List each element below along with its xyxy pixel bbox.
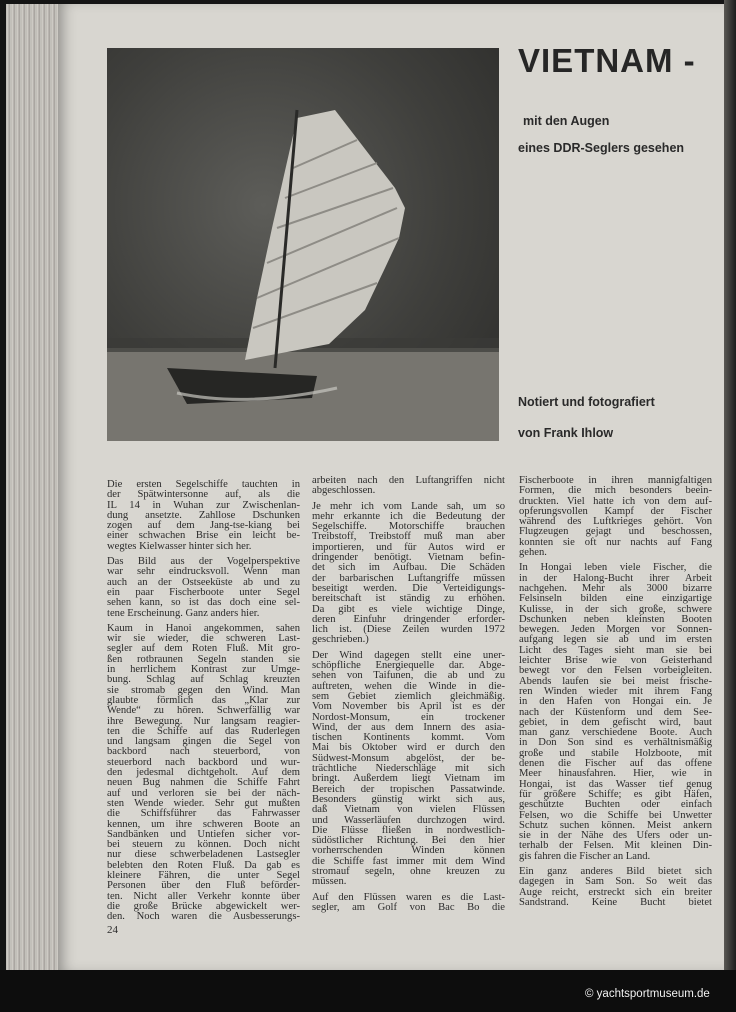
text-line: Kaum in Hanoi angekommen, sahen bbox=[107, 622, 300, 634]
text-line: Felsen, wo die Schiffe bei Unwetter bbox=[519, 809, 712, 821]
text-line: ßen rotbraunen Segeln standen sie bbox=[107, 653, 300, 665]
text-line: Abends laufen sie bei meist frische- bbox=[519, 675, 712, 687]
text-line: dagegen in Sam Son. So weit das bbox=[519, 876, 712, 888]
text-line: ren Winden wieder mit ihrem Fang bbox=[519, 685, 712, 697]
text-line: in Don Son sind es verhältnismäßig bbox=[519, 737, 712, 749]
paragraph bbox=[107, 557, 300, 619]
text-line: wir sie wieder, die schweren Last- bbox=[107, 633, 300, 645]
text-line: dringender benötigt. Vietnam befin- bbox=[312, 552, 505, 564]
text-column-3 bbox=[519, 476, 712, 913]
text-line: Personen über den Fluß beförder- bbox=[107, 880, 300, 892]
text-line: auch an der Ostseeküste ab und zu bbox=[107, 576, 300, 588]
text-line: kennen, um ihre schweren Boote an bbox=[107, 818, 300, 830]
text-line: In Hongai leben viele Fischer, die bbox=[519, 562, 712, 574]
byline-author: von Frank Ihlow bbox=[518, 426, 614, 440]
text-line: kleinere Fähren, die unter Segel bbox=[107, 869, 300, 881]
text-line: opferungsvollen Kampf der Fischer bbox=[519, 505, 712, 517]
text-line: zogen auf dem Jang-tse-kiang bei bbox=[107, 520, 300, 532]
text-line: in der Halong-Bucht ihrer Arbeit bbox=[519, 572, 712, 584]
text-line: belebten den Roten Fluß. Da gab es bbox=[107, 859, 300, 871]
text-line: den. Noch waren die Ausbesserungs- bbox=[107, 911, 300, 923]
text-line: und Wasserläufen durchzogen wird. bbox=[312, 814, 505, 826]
text-line: gebiet, in dem gefischt wird, baut bbox=[519, 716, 712, 728]
paragraph bbox=[107, 480, 300, 552]
text-column-1 bbox=[107, 480, 300, 927]
scan-edge bbox=[724, 0, 736, 970]
text-line: Treibstoff, Treibstoff muß man aber bbox=[312, 531, 505, 543]
text-line: Je mehr ich vom Lande sah, um so bbox=[312, 500, 505, 512]
text-line: Kulisse, in der sich große, schwere bbox=[519, 603, 712, 615]
text-line: sem Gebiet ziemlich gleichmäßig. bbox=[312, 690, 505, 702]
text-line: Die Flüsse fließen in nordwestlich- bbox=[312, 824, 505, 836]
text-line: war sehr eindrucksvoll. Wenn man bbox=[107, 566, 300, 578]
text-line: auf und verloren sie bei der näch- bbox=[107, 787, 300, 799]
text-line: gehen. bbox=[519, 547, 547, 559]
text-line: terhalb der Felsen. Mit kleinen Din- bbox=[519, 840, 712, 852]
text-line: in den Hafen von Hongai ein. Je bbox=[519, 696, 712, 708]
text-column-2 bbox=[312, 476, 505, 918]
text-line: Auge reicht, erstreckt sich ein breiter bbox=[519, 886, 712, 898]
text-line: die große Brücke abgewickelt wer- bbox=[107, 900, 300, 912]
text-line: müssen. bbox=[312, 876, 347, 888]
text-line: Sandstrand. Keine Bucht bietet bbox=[519, 896, 712, 908]
text-line: importieren, und für Autos wird er bbox=[312, 541, 505, 553]
text-line: Licht des Tages sieht man sie bei bbox=[519, 644, 712, 656]
text-line: sten Wende wieder. Sehr gut mußten bbox=[107, 797, 300, 809]
text-line: Vom November bis April ist es der bbox=[312, 701, 505, 713]
text-line: während des Luftkrieges gehört. Von bbox=[519, 516, 712, 528]
text-line: Bereich der tropischen Passatwinde. bbox=[312, 783, 505, 795]
text-line: Schutz suchen können. Meist ankern bbox=[519, 819, 712, 831]
text-line: einer schwachen Brise ein leicht be- bbox=[107, 530, 300, 542]
text-line: Fischerboote in ihren mannigfaltigen bbox=[519, 475, 712, 486]
text-line: in herrlichem Kontrast zur Umge- bbox=[107, 664, 300, 676]
junk-sailboat-illustration bbox=[107, 48, 499, 441]
text-line: konnten sie oft nur nachts auf Fang bbox=[519, 536, 712, 548]
text-line: Segelschiffe. Motorschiffe brauchen bbox=[312, 521, 505, 533]
text-line: leichter Brise wie von Geisterhand bbox=[519, 655, 712, 667]
text-line: glaubte förmlich das „Klar zur bbox=[107, 694, 300, 706]
text-line: abgeschlossen. bbox=[312, 485, 376, 497]
text-line: ten die Schiffe auf das Ruderlegen bbox=[107, 725, 300, 737]
text-line: Ein ganz anderes Bild bietet sich bbox=[519, 865, 712, 877]
text-line: Auf den Flüssen waren es die Last- bbox=[312, 891, 505, 903]
text-line: Dschunken neben kleinsten Booten bbox=[519, 613, 712, 625]
paragraph bbox=[519, 476, 712, 558]
watermark: © yachtsportmuseum.de bbox=[585, 988, 710, 1000]
text-line: ten. Nicht aller Verkehr konnte über bbox=[107, 890, 300, 902]
text-line: nachgehen. Mehr als 3000 bizarre bbox=[519, 582, 712, 594]
text-line: auftreten, wehen die Winde in die- bbox=[312, 680, 505, 692]
text-line: ein paar Fischerboote unter Segel bbox=[107, 586, 300, 598]
text-line: Formen, die mich besonders beein- bbox=[519, 485, 712, 497]
text-line: nur diese schwerbeladenen Lastsegler bbox=[107, 849, 300, 861]
text-line: IL 14 in Wuhan zur Zwischenlan- bbox=[107, 499, 300, 511]
subtitle-line-1: mit den Augen bbox=[523, 114, 610, 128]
text-line: denen die Fischer auf das offene bbox=[519, 758, 712, 770]
text-line: dung ansetzte. Zahllose Dschunken bbox=[107, 509, 300, 521]
text-line: man ganz verschiedene Boote. Auch bbox=[519, 727, 712, 739]
text-line: ihre Bewegung. Nur langsam reagier- bbox=[107, 715, 300, 727]
text-line: den jedesmal dichtgeholt. Auf dem bbox=[107, 767, 300, 779]
text-line: Der Wind dagegen stellt eine uner- bbox=[312, 649, 505, 661]
paragraph bbox=[519, 563, 712, 862]
text-line: bei steuern zu können. Doch nicht bbox=[107, 839, 300, 851]
text-line: vorherrschenden Winden können bbox=[312, 845, 505, 857]
text-line: bung. Schlag auf Schlag kreuzten bbox=[107, 674, 300, 686]
text-line: sehen von Taifunen, die ab und zu bbox=[312, 670, 505, 682]
text-line: bringt. Außerdem liegt Vietnam im bbox=[312, 773, 505, 785]
text-line: nach der Küstenform und dem See- bbox=[519, 706, 712, 718]
text-line: arbeiten nach den Luftangriffen nicht bbox=[312, 475, 505, 486]
text-line: Wind, der aus dem Innern des asia- bbox=[312, 721, 505, 733]
text-line: steuerbord nach backbord und wur- bbox=[107, 756, 300, 768]
text-line: Mai bis Oktober wird er durch den bbox=[312, 742, 505, 754]
text-line: lich ist. (Diese Zeilen wurden 1972 bbox=[312, 624, 505, 636]
text-line: Hongai, ist das Wasser tief genug bbox=[519, 778, 712, 790]
byline-line-1: Notiert und fotografiert bbox=[518, 395, 655, 409]
text-line: det sich im Aufbau. Die Schäden bbox=[312, 562, 505, 574]
text-line: die Schiffe fast immer mit dem Wind bbox=[312, 855, 505, 867]
text-line: Das Bild aus der Vogelperspektive bbox=[107, 556, 300, 568]
paragraph bbox=[312, 893, 505, 914]
junk-sailboat-photo bbox=[107, 48, 499, 441]
subtitle-line-2: eines DDR-Seglers gesehen bbox=[518, 141, 685, 155]
text-line: sehen kann, so ist das doch eine sel- bbox=[107, 597, 300, 609]
text-line: daß Vietnam von vielen Flüssen bbox=[312, 804, 505, 816]
text-line: neuen Bug nahmen die Schiffe Fahrt bbox=[107, 777, 300, 789]
text-line: die Schiffsführer das Fahrwasser bbox=[107, 808, 300, 820]
article-title: VIETNAM - bbox=[518, 42, 696, 79]
text-line: Besonders günstig wirkt sich aus, bbox=[312, 793, 505, 805]
text-line: geschrieben.) bbox=[312, 634, 369, 646]
text-line: Nordost-Monsum, ein trockener bbox=[312, 711, 505, 723]
text-line: der barbarischen Luftangriffe müssen bbox=[312, 572, 505, 584]
text-line: Die ersten Segelschiffe tauchten in bbox=[107, 479, 300, 490]
text-line: mehr erkannte ich die Bedeutung der bbox=[312, 510, 505, 522]
text-line: bewegen. Jeden Morgen vor Sonnen- bbox=[519, 624, 712, 636]
text-line: backbord nach steuerbord, von bbox=[107, 746, 300, 758]
text-line: beseitigt werden. Die Verteidigungs- bbox=[312, 582, 505, 594]
text-line: Sandbänken und Untiefen sicher vor- bbox=[107, 828, 300, 840]
text-line: Flugzeugen gejagt und beschossen, bbox=[519, 526, 712, 538]
text-line: tene Erscheinung. Ganz anders hier. bbox=[107, 607, 260, 619]
text-line: trächtliche Niederschläge mit sich bbox=[312, 763, 505, 775]
text-line: sie stromab gegen den Wind. Man bbox=[107, 684, 300, 696]
text-line: bereitschaft ist ständig zu erhöhen. bbox=[312, 593, 505, 605]
text-line: Wende“ zu hören. Schwerfällig war bbox=[107, 705, 300, 717]
text-line: stromauf segeln, ohne kreuzen zu bbox=[312, 865, 505, 877]
text-line: der Spätwintersonne auf, als die bbox=[107, 489, 300, 501]
text-line: tischen Kontinents kommt. Vom bbox=[312, 732, 505, 744]
page-number: 24 bbox=[107, 924, 118, 936]
paragraph bbox=[312, 502, 505, 646]
text-line: segler, am Golf von Bac Bo die bbox=[312, 901, 505, 913]
text-line: gis fahren die Fischer an Land. bbox=[519, 850, 651, 862]
paragraph bbox=[312, 651, 505, 888]
text-line: geschützte Buchten oder einfach bbox=[519, 799, 712, 811]
paragraph bbox=[312, 476, 505, 497]
text-line: schöpfliche Energiequelle dar. Abge- bbox=[312, 660, 505, 672]
text-line: südöstlicher Richtung. Bei den hier bbox=[312, 835, 505, 847]
text-line: Meer hinausfahren. Hier, wie in bbox=[519, 768, 712, 780]
text-line: segler auf dem Roten Fluß. Mit gro- bbox=[107, 643, 300, 655]
text-line: Südwest-Monsum abgelöst, der be- bbox=[312, 752, 505, 764]
book-page-edges bbox=[6, 4, 62, 972]
paragraph bbox=[107, 624, 300, 923]
text-line: sie in der Nähe des Ufers oder un- bbox=[519, 830, 712, 842]
text-line: und langsam gingen die Segel von bbox=[107, 736, 300, 748]
text-line: Felsinseln bilden eine einzigartige bbox=[519, 593, 712, 605]
text-line: druckten. Viel hatte ich von dem auf- bbox=[519, 495, 712, 507]
text-line: große und stabile Holzboote, mit bbox=[519, 747, 712, 759]
text-line: bewegt vor den Felsen vorbeigleiten. bbox=[519, 665, 712, 677]
paragraph bbox=[519, 867, 712, 908]
text-line: Da gibt es viele wichtige Dinge, bbox=[312, 603, 505, 615]
text-line: wegtes Kielwasser hinter sich her. bbox=[107, 540, 252, 552]
text-line: aufgang legen sie ab und im ersten bbox=[519, 634, 712, 646]
text-line: deren Einfuhr dringender erforder- bbox=[312, 613, 505, 625]
text-line: für größere Schiffe; es gibt Häfen, bbox=[519, 788, 712, 800]
